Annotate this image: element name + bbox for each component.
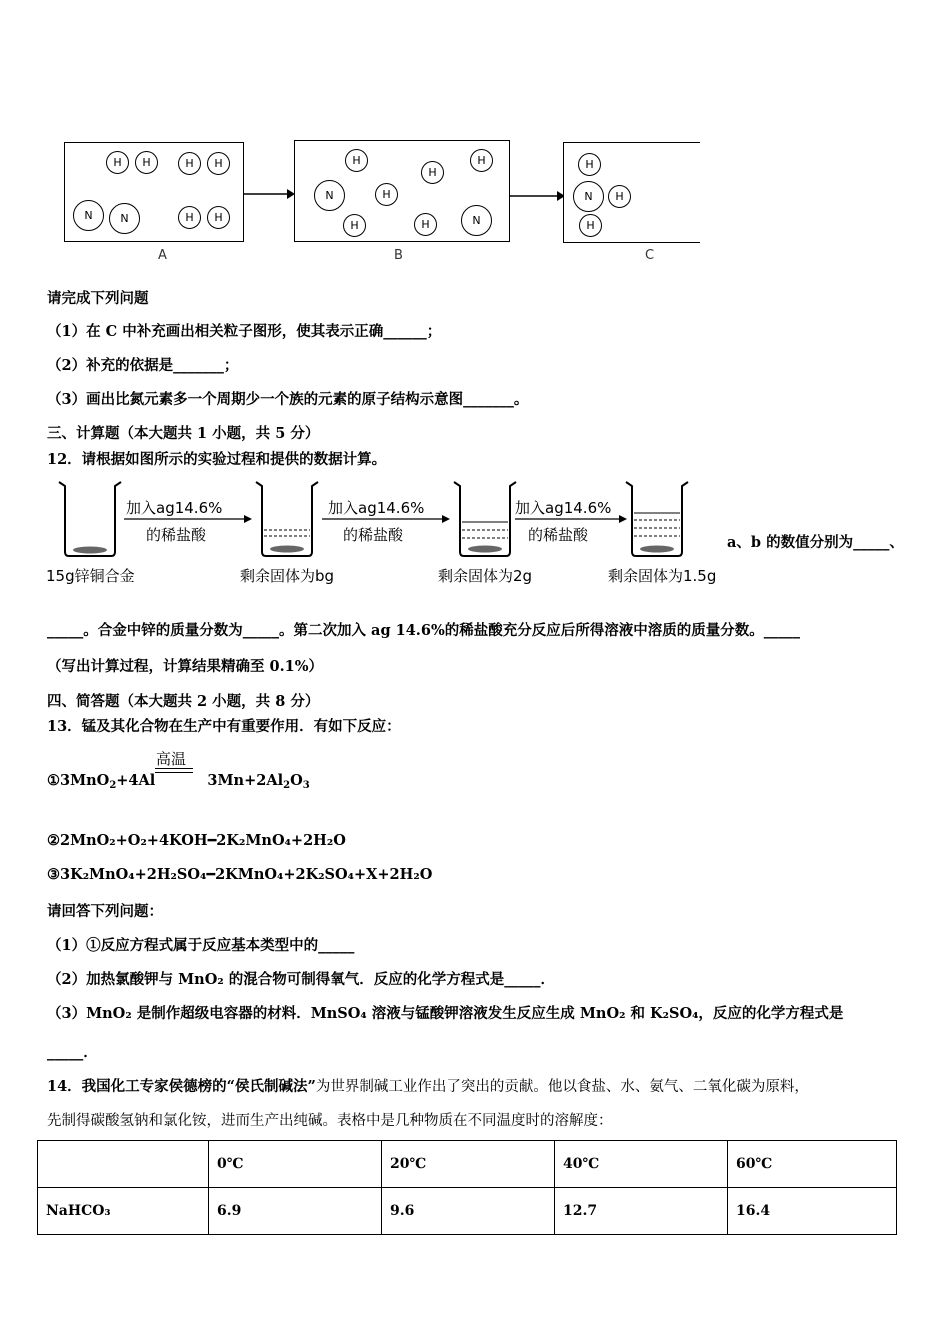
q14-line1-normal: 为世界制碱工业作出了突出的贡献。他以食盐、水、氨气、二氧化碳为原料， [315,1079,809,1095]
q14-line1 [47,1075,809,1096]
label-a: A [158,248,167,263]
beaker-2 [252,480,322,558]
arrow-a-b [243,186,295,202]
h-atom: H [207,152,230,175]
table-cell: NaHCO₃ [38,1188,209,1235]
arrow-1-text-bottom: 的稀盐酸 [146,526,207,544]
beaker-3 [450,480,520,558]
n-atom: N [314,180,345,211]
reaction-1-right: 3Mn+2Al [207,772,284,789]
arrow-3-text-bottom: 的稀盐酸 [528,526,589,544]
reaction-3: ③3K₂MnO₄+2H₂SO₄━2KMnO₄+2K₂SO₄+X+2H₂O [47,866,433,883]
h-atom: H [178,152,201,175]
h-atom: H [178,206,201,229]
beaker-3-caption: 剩余固体为2g [438,567,533,585]
table-header-cell: 20℃ [382,1141,555,1188]
h-atom: H [579,214,602,237]
n-atom: N [109,203,140,234]
h-atom: H [470,149,493,172]
h-atom: H [345,149,368,172]
beaker-2-caption: 剩余固体为bg [240,567,335,585]
q14-line1-bold: 14．我国化工专家侯德榜的“侯氏制碱法” [47,1078,316,1095]
reaction-1-al: +4Al [116,772,156,789]
h-atom: H [421,161,444,184]
q13-stem: 13．锰及其化合物在生产中有重要作用．有如下反应： [47,718,401,735]
n-atom: N [73,200,104,231]
reaction-condition: 高温 [156,750,187,768]
table-header-cell: 0℃ [209,1141,382,1188]
q13-part3-end: _____． [47,1044,98,1061]
q11-part2: （2）补充的依据是_______； [47,357,239,374]
reaction-1-left: ①3MnO [47,772,110,789]
arrow-b-c [509,188,565,204]
table-cell: 12.7 [555,1188,728,1235]
table-header-cell [38,1141,209,1188]
reaction-1-sub: 2 [283,780,291,791]
box-c [563,142,700,243]
h-atom: H [106,151,129,174]
q11-part3: （3）画出比氮元素多一个周期少一个族的元素的原子结构示意图_______。 [47,391,529,408]
table-cell: 9.6 [382,1188,555,1235]
arrow-2-text-top: 加入ag14.6% [328,499,425,517]
beaker-1 [55,480,125,558]
q11-part1: （1）在 C 中补充画出相关粒子图形，使其表示正确______； [47,323,442,340]
beaker-4-caption: 剩余固体为1.5g [608,567,717,585]
h-atom: H [375,183,398,206]
reaction-1: ①3MnO$_2$+4Al $3Mn+2Al_2O_3$ [47,772,310,791]
table-header-row [38,1141,897,1188]
h-atom: H [578,153,601,176]
beaker-1-caption: 15g锌铜合金 [46,567,135,585]
h-atom: H [343,214,366,237]
section-4-heading: 四、简答题（本大题共 2 小题，共 8 分） [47,693,320,710]
n-atom: N [573,181,604,212]
q12-stem: 12．请根据如图所示的实验过程和提供的数据计算。 [47,451,387,468]
table-header-cell: 40℃ [555,1141,728,1188]
q13-part2: （2）加热氯酸钾与 MnO₂ 的混合物可制得氧气．反应的化学方程式是_____． [47,971,556,988]
q12-note: （写出计算过程，计算结果精确至 0.1%） [47,658,324,675]
q13-part3: （3）MnO₂ 是制作超级电容器的材料．MnSO₄ 溶液与锰酸钾溶液发生反应生成 MnO₂ 和 K₂SO₄，反应的化学方程式是 [47,1005,844,1022]
h-atom: H [414,213,437,236]
table-row [38,1188,897,1235]
solubility-table [37,1140,897,1235]
beaker-4 [622,480,692,558]
reaction-2: ②2MnO₂+O₂+4KOH━2K₂MnO₄+2H₂O [47,832,346,849]
label-b: B [394,248,403,263]
label-c: C [645,248,655,263]
q13-part1: （1）①反应方程式属于反应基本类型中的_____ [47,937,355,954]
q11-intro: 请完成下列问题 [47,290,149,307]
h-atom: H [135,151,158,174]
box-b [294,140,510,242]
table-header-cell: 60℃ [728,1141,897,1188]
arrow-3-text-top: 加入ag14.6% [515,499,612,517]
h-atom: H [207,206,230,229]
table-cell: 16.4 [728,1188,897,1235]
section-3-heading: 三、计算题（本大题共 1 小题，共 5 分） [47,425,320,442]
n-atom: N [461,205,492,236]
table-cell: 6.9 [209,1188,382,1235]
arrow-2-text-bottom: 的稀盐酸 [343,526,404,544]
arrow-1-text-top: 加入ag14.6% [126,499,223,517]
q14-line2: 先制得碳酸氢钠和氯化铵，进而生产出纯碱。表格中是几种物质在不同温度时的溶解度： [47,1113,613,1129]
h-atom: H [608,185,631,208]
q12-ask-ab: a、b 的数值分别为_____、 [727,534,904,551]
box-a [64,142,244,242]
q13-ask: 请回答下列问题： [47,903,163,920]
q12-ask-line2: _____。合金中锌的质量分数为_____。第二次加入 ag 14.6%的稀盐酸充分反应后所得溶液中溶质的质量分数。_____ [47,622,800,639]
